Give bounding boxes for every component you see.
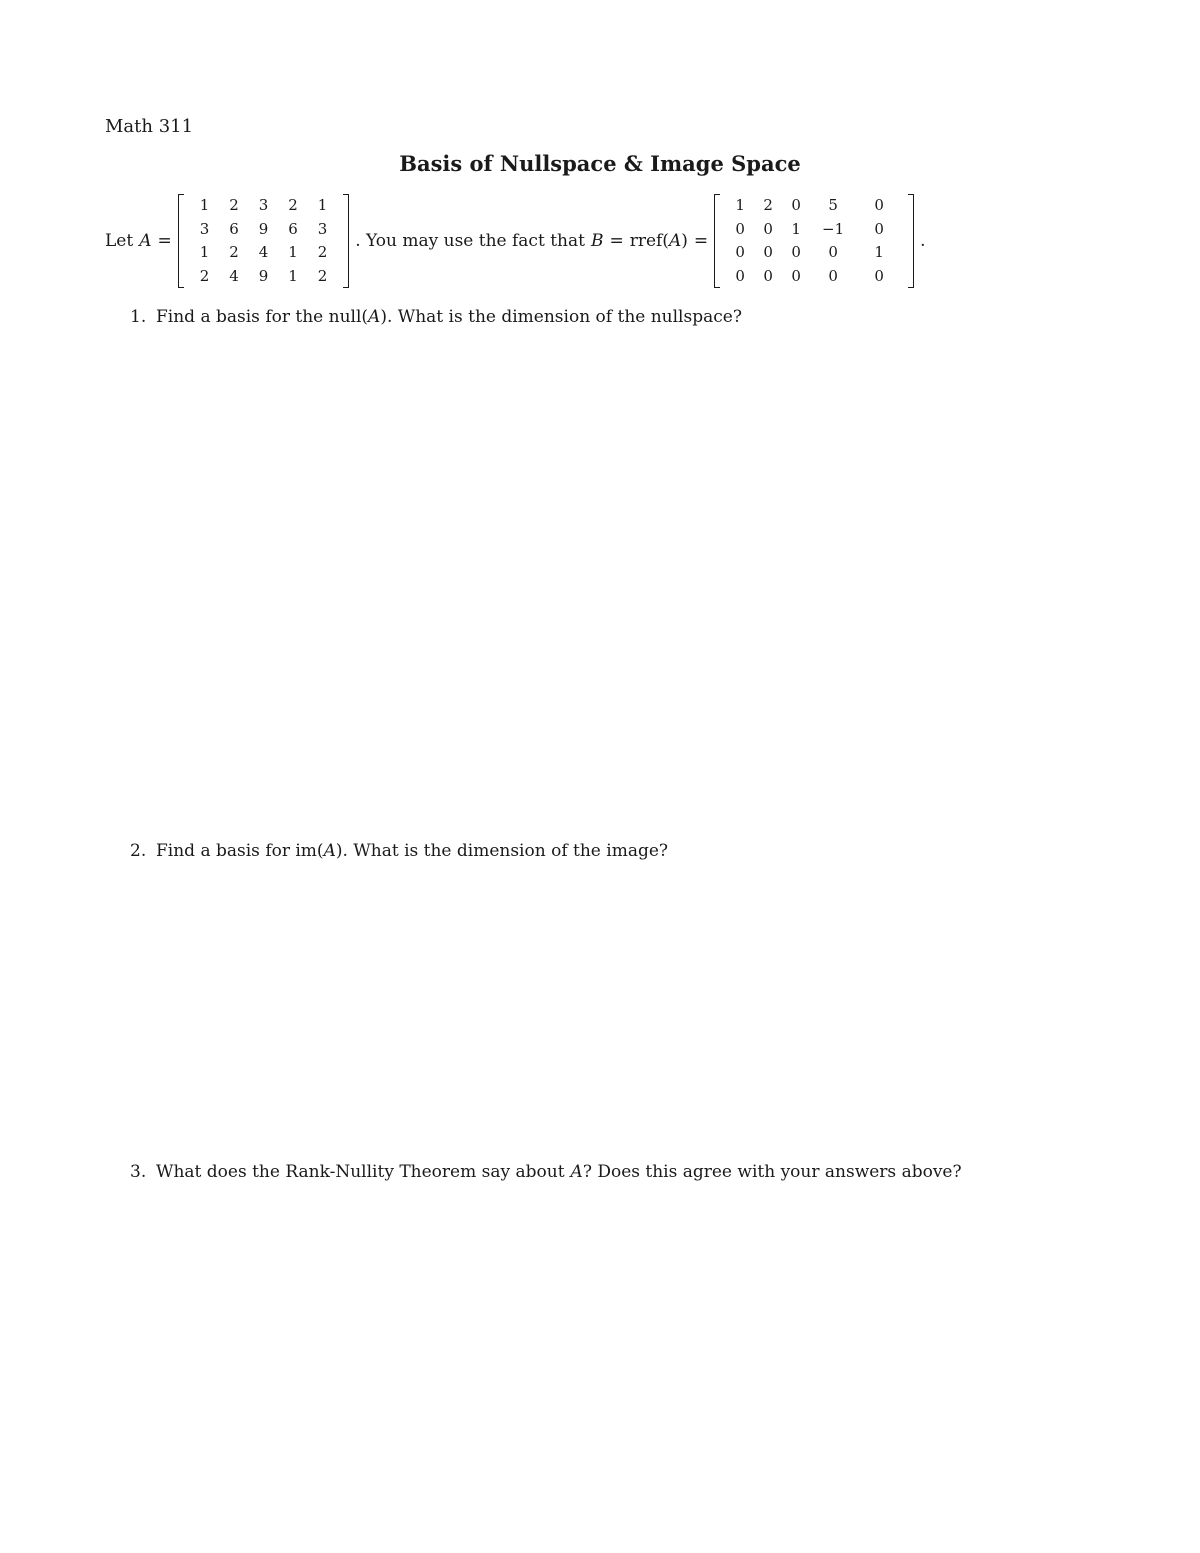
matrix-b-entry: 0 <box>735 266 745 285</box>
matrix-a-entry: 6 <box>288 219 298 238</box>
matrix-a-entry: 2 <box>229 196 239 214</box>
matrix-b <box>714 194 914 288</box>
matrix-b-entry: 0 <box>763 219 773 238</box>
matrix-b-row <box>726 241 902 265</box>
matrix-b-entry: 0 <box>874 219 884 238</box>
matrix-b-entry: 1 <box>791 219 801 238</box>
matrix-a-entry: 3 <box>317 219 328 238</box>
matrix-a-entry: 2 <box>317 266 328 285</box>
matrix-b-entry: 0 <box>763 266 773 285</box>
question-1 <box>130 307 742 327</box>
matrix-a-entry: 2 <box>199 266 210 285</box>
equals-sign: = <box>157 231 172 251</box>
matrix-b-entry: 0 <box>791 243 801 261</box>
matrix-b-entry: −1 <box>822 219 845 238</box>
matrix-a-entry: 1 <box>199 243 210 261</box>
matrix-b-entry: 0 <box>874 266 884 285</box>
matrix-b-entry: 1 <box>874 243 884 261</box>
question-text: ). What is the dimension of the image? <box>335 841 669 861</box>
end-period: . <box>920 231 926 251</box>
matrix-a-entry: 1 <box>317 196 328 214</box>
question-text: Find a basis for the null( <box>156 307 369 327</box>
matrix-b-entry: 0 <box>735 243 745 261</box>
matrix-a-row <box>190 218 338 242</box>
matrix-a-entry: 2 <box>229 243 239 261</box>
matrix-b-row <box>726 265 902 289</box>
equals-sign: = <box>609 231 624 251</box>
matrix-b-entry: 0 <box>791 196 801 214</box>
matrix-b-row <box>726 218 902 242</box>
matrix-a-row <box>190 241 338 265</box>
question-2 <box>130 841 668 861</box>
matrix-a-entry: 3 <box>258 196 269 214</box>
matrix-b-entry: 0 <box>828 243 838 261</box>
page-title: Basis of Nullspace & Image Space <box>399 151 801 176</box>
question-number: 1. <box>130 307 147 327</box>
matrix-b-entry: 0 <box>828 266 838 285</box>
matrix-b-entry: 2 <box>763 196 773 214</box>
matrix-b-entry: 0 <box>791 266 801 285</box>
matrix-b-entry: 0 <box>735 219 745 238</box>
question-number: 2. <box>130 841 147 861</box>
question-3 <box>130 1162 962 1182</box>
matrix-a-entry: 6 <box>229 219 239 238</box>
question-number: 3. <box>130 1162 147 1182</box>
matrix-b-entry: 0 <box>874 196 884 214</box>
matrix-b-entry: 0 <box>763 243 773 261</box>
matrix-a-name: A <box>139 231 152 251</box>
rref-text: rref( <box>629 231 669 251</box>
matrix-b-entry: 1 <box>735 196 745 214</box>
matrix-b-row <box>726 194 902 218</box>
matrix-a-entry: 4 <box>229 266 239 285</box>
matrix-a <box>178 194 350 288</box>
matrix-statement <box>105 194 926 288</box>
question-variable: A <box>323 841 336 861</box>
question-variable: A <box>570 1162 583 1182</box>
matrix-a-entry: 1 <box>199 196 210 214</box>
matrix-a-entry: 3 <box>199 219 210 238</box>
equals-sign: = <box>693 231 709 251</box>
rref-arg: A <box>668 231 682 251</box>
matrix-a-entry: 2 <box>288 196 298 214</box>
question-variable: A <box>368 307 381 327</box>
matrix-b-entry: 5 <box>828 196 838 214</box>
middle-text: . You may use the fact that <box>355 231 585 251</box>
matrix-a-entry: 1 <box>288 266 298 285</box>
matrix-a-row <box>190 265 338 289</box>
question-text: ). What is the dimension of the nullspace? <box>380 307 742 327</box>
question-text: Find a basis for im( <box>156 841 324 861</box>
let-text: Let <box>105 231 134 251</box>
rref-close: ) <box>681 231 688 251</box>
matrix-a-entry: 2 <box>317 243 328 261</box>
question-text: What does the Rank-Nullity Theorem say about <box>156 1162 565 1182</box>
question-text: ? Does this agree with your answers above? <box>582 1162 962 1182</box>
matrix-a-entry: 1 <box>288 243 298 261</box>
matrix-a-row <box>190 194 338 218</box>
matrix-a-entry: 4 <box>258 243 269 261</box>
matrix-b-name: B <box>590 231 604 251</box>
course-label: Math 311 <box>105 116 194 137</box>
matrix-a-entry: 9 <box>258 266 269 285</box>
matrix-a-entry: 9 <box>258 219 269 238</box>
